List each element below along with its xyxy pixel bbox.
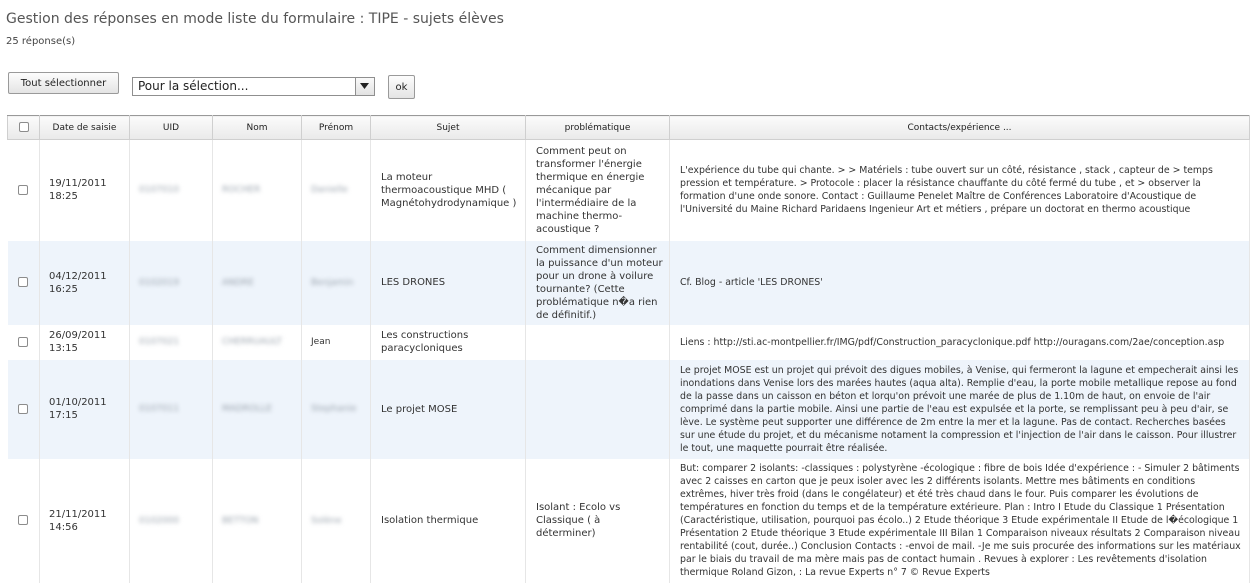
action-select[interactable] [132, 77, 375, 96]
table-row[interactable] [8, 459, 1250, 583]
contacts-cell: Cf. Blog - article 'LES DRONES' [670, 241, 1250, 325]
prenom-cell [302, 360, 371, 459]
contacts-cell: L'expérience du tube qui chante. > > Matériels : tube ouvert sur un côté, résistance , stack , capteur de > temps pression et température. > Protocole : placer la résistance chauffante du côté fermé du tube , et > observer la formation d'une onde sonore. Contact : Guillaume Penelet Maître de Conférences Laboratoire d'Acoustique de l'Université du Maine Richard Paridaens Ingenieur Art et métiers , prépare un doctorat en thermo acoustique [670, 140, 1250, 241]
row-checkbox[interactable] [18, 337, 28, 347]
problematique-cell: Isolant : Ecolo vs Classique ( à déterminer) [526, 459, 670, 583]
table-row[interactable] [8, 140, 1250, 241]
row-checkbox[interactable] [18, 277, 28, 287]
nom-cell [213, 241, 302, 325]
prenom-value: Benjamin [311, 277, 354, 288]
prenom-value: Jean [311, 337, 331, 347]
column-header-sujet[interactable]: Sujet [371, 116, 526, 140]
row-checkbox-cell [8, 360, 40, 459]
prenom-value: Solène [311, 515, 342, 526]
contacts-cell: But: comparer 2 isolants: -classiques : polystyrène -écologique : fibre de bois Idée d'expérience : - Simuler 2 bâtiments avec 2 caisses en carton que je peux isoler avec les 2 différents isolants. Mettre mes bâtiments en conditions extrêmes, hiver très froid (dans le congélateur) et été très chaud dans le four. Puis comparer les évolutions de températures en fonction du temps et de la température extérieure. Plan : Intro I Etude du Classique 1 Présentation (Caractéristique, utilisation, pourquoi pas écolo..) 2 Etude théorique 3 Etude expérimentale II Etude de l�écologique 1 Présentation 2 Etude théorique 3 Etude expérimentale III Bilan 1 Comparaison niveaux résultats 2 Comparaison niveau rentabilité (cout, durée..) Conclusion Contacts : -envoi de mail. -Je me suis procurée des informations sur les matériaux par le biais du travail de ma mère mais pas de contact humain . Revues à explorer : Les revêtements d'isolation thermique Roland Gizon, : La revue Experts n° 7 © Revue Experts [670, 459, 1250, 583]
row-checkbox-cell [8, 459, 40, 583]
problematique-cell: Comment peut on transformer l'énergie thermique en énergie mécanique par l'intermédiaire de la machine thermo-acoustique ? [526, 140, 670, 241]
action-select-value: Pour la sélection... [138, 79, 249, 93]
uid-cell [130, 325, 213, 360]
table-row[interactable] [8, 325, 1250, 360]
time-value: 14:56 [49, 521, 78, 533]
column-header-uid[interactable]: UID [130, 116, 213, 140]
nom-value: MADROLLE [222, 404, 272, 414]
action-select-toggle[interactable] [355, 78, 374, 95]
column-header-contacts[interactable]: Contacts/expérience ... [670, 116, 1250, 140]
prenom-cell [302, 459, 371, 583]
date-value: 04/12/2011 [49, 270, 107, 282]
problematique-cell: Comment dimensionner la puissance d'un moteur pour un drone à voilure tournante? (Cette problématique n�a rien de définitif.) [526, 241, 670, 325]
chevron-down-icon [360, 83, 369, 89]
table-row[interactable] [8, 360, 1250, 459]
row-checkbox-cell [8, 241, 40, 325]
row-checkbox[interactable] [18, 185, 28, 195]
page-title: Gestion des réponses en mode liste du formulaire : TIPE - sujets élèves [6, 11, 504, 28]
date-cell [40, 459, 130, 583]
nom-cell [213, 360, 302, 459]
sujet-cell: Isolation thermique [371, 459, 526, 583]
contacts-cell: Liens : http://sti.ac-montpellier.fr/IMG/pdf/Construction_paracyclonique.pdf http://ouragans.com/2ae/conception.asp [670, 325, 1250, 360]
sujet-cell: Les constructions paracycloniques [371, 325, 526, 360]
row-checkbox[interactable] [18, 515, 28, 525]
time-value: 16:25 [49, 283, 78, 295]
row-checkbox[interactable] [18, 404, 28, 414]
response-count: 25 réponse(s) [6, 36, 76, 47]
date-value: 19/11/2011 [49, 178, 107, 190]
uid-cell [130, 459, 213, 583]
time-value: 13:15 [49, 343, 78, 354]
prenom-cell [302, 325, 371, 360]
time-value: 18:25 [49, 191, 78, 203]
nom-cell [213, 140, 302, 241]
nom-value: CHERRUAULT [222, 337, 282, 347]
date-value: 26/09/2011 [49, 330, 107, 341]
nom-cell [213, 325, 302, 360]
nom-value: ANDRE [222, 277, 254, 288]
ok-button[interactable]: ok [388, 75, 415, 99]
uid-value: 0107011 [139, 404, 180, 414]
uid-cell [130, 241, 213, 325]
date-value: 01/10/2011 [49, 397, 107, 408]
date-cell [40, 140, 130, 241]
time-value: 17:15 [49, 410, 78, 421]
prenom-value: Danielle [311, 185, 348, 196]
date-value: 21/11/2011 [49, 508, 107, 520]
date-cell [40, 360, 130, 459]
column-header-prenom[interactable]: Prénom [302, 116, 371, 140]
problematique-cell [526, 360, 670, 459]
column-header-date[interactable]: Date de saisie [40, 116, 130, 140]
column-header-problematique[interactable]: problématique [526, 116, 670, 140]
select-all-button[interactable]: Tout sélectionner [8, 72, 119, 94]
sujet-cell: La moteur thermoacoustique MHD ( Magnétohydrodynamique ) [371, 140, 526, 241]
responses-table [7, 115, 1250, 583]
row-checkbox-cell [8, 325, 40, 360]
nom-cell [213, 459, 302, 583]
table-row[interactable] [8, 241, 1250, 325]
uid-value: 0107010 [139, 185, 180, 196]
contacts-cell: Le projet MOSE est un projet qui prévoit des digues mobiles, à Venise, qui fermeront la lagune et empecherait ainsi les inondations dans Venise lors des marées hautes (aqua alta). Remplie d'eau, la porte mobile metallique repose au fond de la passe dans un caisson en béton et lorqu'on prévoit une marée de plus de 1.10m de haut, on envoie de l'air comprimé dans la partie mobile. Ainsi une partie de l'eau est expulsée et la porte, se remplissant peu à peu d'air, se lève. Le système peut supporter une différence de 2m entre la mer et la lagune. Pas de contact. Recherches basées sur une étude du projet, et du mécanisme notament la compression et l'injection de l'air dans le caisson. Pour illustrer le tout, une maquette pourrait être réalisée. [670, 360, 1250, 459]
uid-value: 0107021 [139, 337, 180, 347]
nom-value: BETTON [222, 515, 259, 526]
table-header-row [8, 116, 1250, 140]
prenom-cell [302, 241, 371, 325]
sujet-cell: LES DRONES [371, 241, 526, 325]
select-all-checkbox[interactable] [19, 122, 29, 132]
sujet-cell: Le projet MOSE [371, 360, 526, 459]
header-checkbox-cell [8, 116, 40, 140]
uid-cell [130, 360, 213, 459]
uid-cell [130, 140, 213, 241]
uid-value: 0102000 [139, 515, 180, 526]
uid-value: 0102019 [139, 277, 180, 288]
nom-value: ROCHER [222, 185, 261, 196]
date-cell [40, 241, 130, 325]
column-header-nom[interactable]: Nom [213, 116, 302, 140]
prenom-value: Stephanie [311, 404, 357, 414]
date-cell [40, 325, 130, 360]
problematique-cell [526, 325, 670, 360]
row-checkbox-cell [8, 140, 40, 241]
prenom-cell [302, 140, 371, 241]
